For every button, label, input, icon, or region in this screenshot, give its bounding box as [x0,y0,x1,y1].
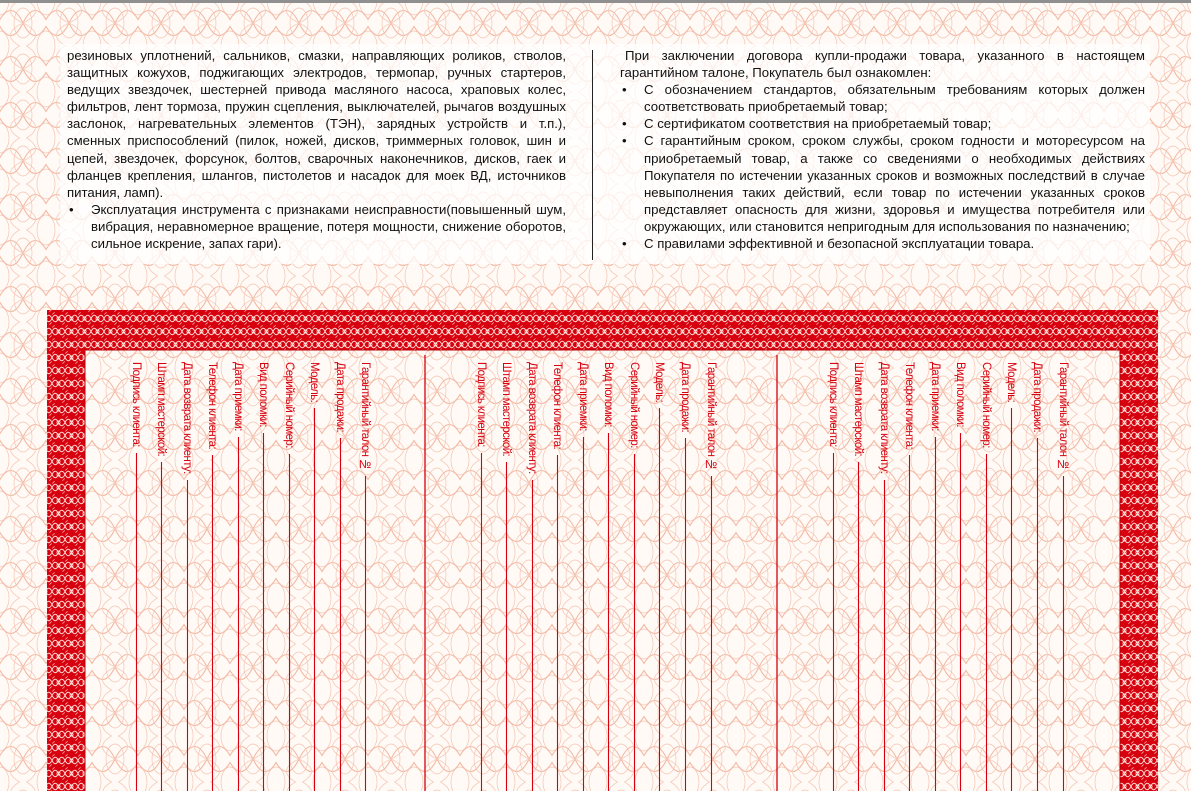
coupon-2-field-sale-date: Дата продажи: [679,362,691,433]
bullet-icon: • [622,116,627,132]
coupon-3-field-serial: Серийный номер: [980,362,992,448]
coupon-2-field-serial: Серийный номер: [628,362,640,448]
coupon-3-field-phone: Телефон клиента: [903,362,915,450]
coupon-2-field-acceptance-date: Дата приемки: [577,362,589,431]
coupon-2-field-model: Модель: [653,362,665,403]
right-bullet-text: С обозначением стандартов, обязательным требованиям которых должен соответствовать приобретаемый товар; [644,82,1145,115]
coupon-1-field-return-date: Дата возврата клиенту: [181,362,193,474]
coupon-1-field-acceptance-date: Дата приемки: [232,362,244,431]
left-bullet-text: Эксплуатация инструмента с признаками неисправности(повышенный шум, вибрация, неравномерное вращение, потеря мощности, снижение оборотов, сильное искрение, запах гари). [91,201,566,252]
coupon-3-field-return-date: Дата возврата клиенту: [878,362,890,474]
coupon-2-field-stamp: Штамп мастерской: [500,362,512,457]
coupon-3-field-acceptance-date: Дата приемки: [929,362,941,431]
right-intro: При заключении договора купли-продажи товара, указанного в настоящем гарантийном талоне, Покупатель был ознакомлен: [620,48,1145,81]
coupon-3-field-failure-type: Вид поломки: [954,362,966,427]
bullet-icon: • [622,236,627,252]
coupon-3-field-stamp: Штамп мастерской: [852,362,864,457]
left-paragraph: резиновых уплотнений, сальников, смазки, направляющих роликов, стволов, защитных кожухов, поджигающих электродов, термопар, ручных стартеров, ведущих звездочек, шестерней привода масляного насоса, храповых колес, фильтров, лент тормоза, пружин сцепления, выключателей, рычагов воздушных заслонок, нагревательных элементов (ТЭН), зарядных устройств и т.п.), сменных приспособлений (пилок, ножей, дисков, триммерных головок, шин и цепей, звездочек, форсунок, болтов, сварочных наконечников, дисков, гаек и фланцев крепления, шлангов, пистолетов и насадок для моек ВД, источников питания, ламп). [67,48,566,200]
right-bullet-text: С правилами эффективной и безопасной эксплуатации товара. [644,236,1035,252]
coupon-2-field-ticket-number: Гарантийный талон № [705,362,717,471]
right-bullet-text: С сертификатом соответствия на приобретаемый товар; [644,116,992,132]
coupon-1-field-sale-date: Дата продажи: [334,362,346,433]
coupon-3-field-ticket-number: Гарантийный талон № [1057,362,1069,471]
coupon-1-field-serial: Серийный номер: [283,362,295,448]
coupon-1-field-failure-type: Вид поломки: [257,362,269,427]
coupon-2-field-signature: Подпись клиента: [475,362,487,447]
coupon-1-field-signature: Подпись клиента: [130,362,142,447]
bullet-icon: • [69,201,74,217]
coupon-1-field-model: Модель: [308,362,320,403]
right-bullet-text: С гарантийным сроком, сроком службы, сроком годности и моторесурсом на приобретаемый товар, а также со сведениями о необходимых действиях Покупателя по истечении указанных сроков и возможных последствий в случае невыполнения таких действий, если товар по истечении указанных сроков представляет опасность для жизни, здоровья и имущества потребителя или окружающих, или становится непригодным для использования по назначению; [644,133,1145,234]
coupon-2-field-phone: Телефон клиента: [551,362,563,450]
coupon-2-field-return-date: Дата возврата клиенту: [526,362,538,474]
coupon-3-field-model: Модель: [1005,362,1017,403]
coupon-2-field-failure-type: Вид поломки: [602,362,614,427]
coupon-1-field-stamp: Штамп мастерской: [155,362,167,457]
bullet-icon: • [622,82,627,98]
coupon-3-field-sale-date: Дата продажи: [1031,362,1043,433]
coupon-3-field-signature: Подпись клиента: [827,362,839,447]
coupon-1-field-ticket-number: Гарантийный талон № [359,362,371,471]
bullet-icon: • [622,133,627,149]
coupon-1-field-phone: Телефон клиента: [206,362,218,450]
